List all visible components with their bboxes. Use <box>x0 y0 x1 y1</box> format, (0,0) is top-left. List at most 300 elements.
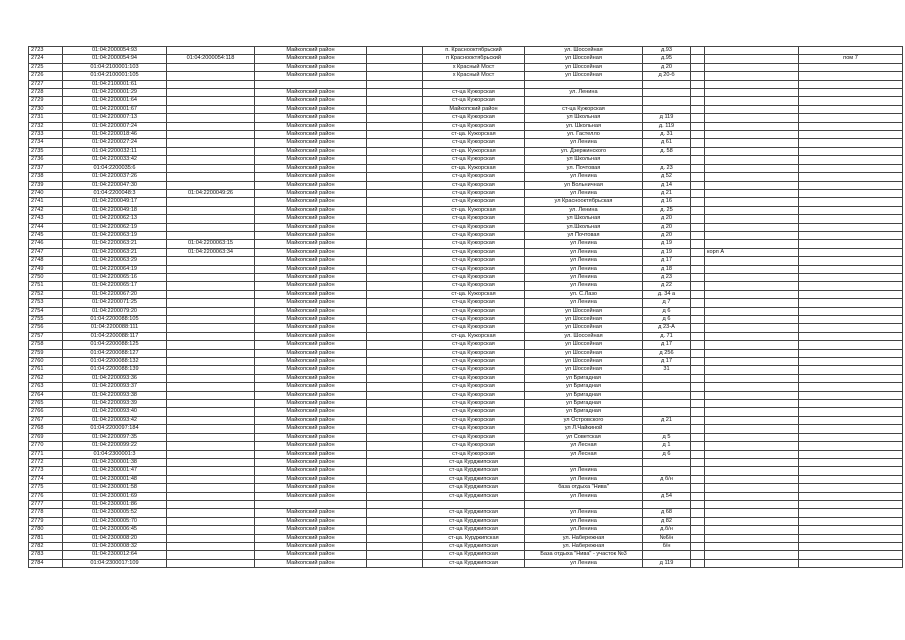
premises-cell[interactable] <box>799 341 903 349</box>
blank-cell[interactable] <box>367 198 423 206</box>
cadastral-number-cell[interactable]: 01:04:2200064:19 <box>63 265 167 273</box>
settlement-cell[interactable]: ст-ца Кужорская <box>423 156 525 164</box>
parent-cadastral-cell[interactable]: 01:04:2200049:26 <box>167 189 255 197</box>
blank-cell[interactable] <box>691 425 705 433</box>
house-cell[interactable]: д.93 <box>643 47 691 55</box>
blank-cell[interactable] <box>691 534 705 542</box>
cadastral-number-cell[interactable]: 01:04:2300012:64 <box>63 551 167 559</box>
street-cell[interactable]: ул Лесная <box>525 442 643 450</box>
house-cell[interactable] <box>643 500 691 508</box>
row-number-cell[interactable]: 2771 <box>29 450 63 458</box>
blank-cell[interactable] <box>691 526 705 534</box>
premises-cell[interactable] <box>799 442 903 450</box>
blank-cell[interactable] <box>691 374 705 382</box>
blank-cell[interactable] <box>691 122 705 130</box>
parent-cadastral-cell[interactable] <box>167 265 255 273</box>
building-cell[interactable] <box>705 173 799 181</box>
district-cell[interactable]: Майкопский район <box>255 63 367 71</box>
house-cell[interactable]: д 82 <box>643 517 691 525</box>
blank-cell[interactable] <box>367 299 423 307</box>
premises-cell[interactable] <box>799 240 903 248</box>
row-number-cell[interactable]: 2757 <box>29 332 63 340</box>
row-number-cell[interactable]: 2769 <box>29 433 63 441</box>
building-cell[interactable] <box>705 500 799 508</box>
cadastral-number-cell[interactable]: 01:04:2200097:35 <box>63 433 167 441</box>
blank-cell[interactable] <box>691 139 705 147</box>
house-cell[interactable]: д 20 <box>643 63 691 71</box>
cadastral-number-cell[interactable]: 01:04:2200049:17 <box>63 198 167 206</box>
blank-cell[interactable] <box>367 559 423 567</box>
house-cell[interactable]: д 256 <box>643 349 691 357</box>
blank-cell[interactable] <box>367 349 423 357</box>
blank-cell[interactable] <box>691 484 705 492</box>
blank-cell[interactable] <box>691 492 705 500</box>
street-cell[interactable]: ул Ленина <box>525 240 643 248</box>
house-cell[interactable]: д 22 <box>643 282 691 290</box>
district-cell[interactable]: Майкопский район <box>255 358 367 366</box>
parent-cadastral-cell[interactable] <box>167 290 255 298</box>
premises-cell[interactable] <box>799 257 903 265</box>
district-cell[interactable]: Майкопский район <box>255 173 367 181</box>
blank-cell[interactable] <box>367 324 423 332</box>
district-cell[interactable]: Майкопский район <box>255 206 367 214</box>
street-cell[interactable]: ул Ленина <box>525 282 643 290</box>
building-cell[interactable] <box>705 164 799 172</box>
blank-cell[interactable] <box>367 433 423 441</box>
street-cell[interactable]: ул Шоссейная <box>525 366 643 374</box>
cadastral-number-cell[interactable]: 01:04:2200063:29 <box>63 257 167 265</box>
building-cell[interactable] <box>705 299 799 307</box>
district-cell[interactable]: Майкопский район <box>255 299 367 307</box>
house-cell[interactable]: д. 23 <box>643 164 691 172</box>
premises-cell[interactable] <box>799 147 903 155</box>
settlement-cell[interactable]: ст-ца Кужорская <box>423 341 525 349</box>
blank-cell[interactable] <box>691 198 705 206</box>
premises-cell[interactable] <box>799 206 903 214</box>
cadastral-number-cell[interactable]: 01:04:2200093:40 <box>63 408 167 416</box>
building-cell[interactable] <box>705 509 799 517</box>
blank-cell[interactable] <box>691 408 705 416</box>
district-cell[interactable]: Майкопский район <box>255 223 367 231</box>
settlement-cell[interactable]: ст-ца. Кужорская <box>423 164 525 172</box>
building-cell[interactable] <box>705 425 799 433</box>
cadastral-number-cell[interactable]: 01:04:2200047:30 <box>63 181 167 189</box>
house-cell[interactable]: д 6 <box>643 307 691 315</box>
row-number-cell[interactable]: 2753 <box>29 299 63 307</box>
blank-cell[interactable] <box>691 500 705 508</box>
row-number-cell[interactable]: 2724 <box>29 55 63 63</box>
parent-cadastral-cell[interactable] <box>167 450 255 458</box>
settlement-cell[interactable]: ст-ца. Курджипская <box>423 534 525 542</box>
settlement-cell[interactable]: ст-ца Кужорская <box>423 97 525 105</box>
cadastral-number-cell[interactable]: 01:04:2200093:39 <box>63 400 167 408</box>
house-cell[interactable]: д 16 <box>643 198 691 206</box>
settlement-cell[interactable]: х Красный Мост <box>423 72 525 80</box>
blank-cell[interactable] <box>367 131 423 139</box>
premises-cell[interactable] <box>799 231 903 239</box>
blank-cell[interactable] <box>691 240 705 248</box>
cadastral-number-cell[interactable]: 01:04:2200037:26 <box>63 173 167 181</box>
blank-cell[interactable] <box>691 55 705 63</box>
district-cell[interactable]: Майкопский район <box>255 240 367 248</box>
blank-cell[interactable] <box>367 492 423 500</box>
blank-cell[interactable] <box>691 164 705 172</box>
house-cell[interactable]: д 19 <box>643 248 691 256</box>
blank-cell[interactable] <box>691 231 705 239</box>
row-number-cell[interactable]: 2764 <box>29 391 63 399</box>
house-cell[interactable] <box>643 89 691 97</box>
blank-cell[interactable] <box>691 458 705 466</box>
blank-cell[interactable] <box>367 500 423 508</box>
district-cell[interactable]: Майкопский район <box>255 341 367 349</box>
parent-cadastral-cell[interactable] <box>167 551 255 559</box>
row-number-cell[interactable]: 2726 <box>29 72 63 80</box>
building-cell[interactable] <box>705 147 799 155</box>
premises-cell[interactable] <box>799 450 903 458</box>
blank-cell[interactable] <box>367 290 423 298</box>
district-cell[interactable]: Майкопский район <box>255 492 367 500</box>
blank-cell[interactable] <box>691 257 705 265</box>
building-cell[interactable] <box>705 105 799 113</box>
district-cell[interactable]: Майкопский район <box>255 391 367 399</box>
row-number-cell[interactable]: 2756 <box>29 324 63 332</box>
premises-cell[interactable] <box>799 248 903 256</box>
row-number-cell[interactable]: 2780 <box>29 526 63 534</box>
building-cell[interactable] <box>705 349 799 357</box>
building-cell[interactable] <box>705 80 799 88</box>
settlement-cell[interactable]: ст-ца Кужорская <box>423 391 525 399</box>
parent-cadastral-cell[interactable] <box>167 173 255 181</box>
premises-cell[interactable] <box>799 383 903 391</box>
blank-cell[interactable] <box>691 358 705 366</box>
district-cell[interactable]: Майкопский район <box>255 383 367 391</box>
premises-cell[interactable] <box>799 63 903 71</box>
blank-cell[interactable] <box>367 47 423 55</box>
house-cell[interactable]: д 20 <box>643 231 691 239</box>
row-number-cell[interactable]: 2761 <box>29 366 63 374</box>
house-cell[interactable]: д б/н <box>643 475 691 483</box>
blank-cell[interactable] <box>367 458 423 466</box>
street-cell[interactable]: ул Ленина <box>525 517 643 525</box>
settlement-cell[interactable]: ст-ца Курджипская <box>423 492 525 500</box>
premises-cell[interactable] <box>799 156 903 164</box>
blank-cell[interactable] <box>367 114 423 122</box>
building-cell[interactable] <box>705 55 799 63</box>
parent-cadastral-cell[interactable] <box>167 156 255 164</box>
settlement-cell[interactable]: ст-ца Кужорская <box>423 416 525 424</box>
cadastral-number-cell[interactable]: 01:04:2200088:139 <box>63 366 167 374</box>
building-cell[interactable] <box>705 131 799 139</box>
street-cell[interactable]: ул Ленина <box>525 139 643 147</box>
district-cell[interactable]: Майкопский район <box>255 248 367 256</box>
building-cell[interactable] <box>705 542 799 550</box>
house-cell[interactable]: 31 <box>643 366 691 374</box>
building-cell[interactable] <box>705 366 799 374</box>
blank-cell[interactable] <box>367 341 423 349</box>
blank-cell[interactable] <box>691 542 705 550</box>
building-cell[interactable] <box>705 198 799 206</box>
building-cell[interactable] <box>705 231 799 239</box>
blank-cell[interactable] <box>367 383 423 391</box>
premises-cell[interactable] <box>799 307 903 315</box>
house-cell[interactable] <box>643 458 691 466</box>
cadastral-number-cell[interactable]: 01:04:2200071:25 <box>63 299 167 307</box>
house-cell[interactable]: д. 31 <box>643 131 691 139</box>
building-cell[interactable] <box>705 290 799 298</box>
building-cell[interactable] <box>705 458 799 466</box>
house-cell[interactable]: д 119 <box>643 114 691 122</box>
district-cell[interactable]: Майкопский район <box>255 458 367 466</box>
row-number-cell[interactable]: 2747 <box>29 248 63 256</box>
house-cell[interactable]: д. 58 <box>643 147 691 155</box>
parent-cadastral-cell[interactable] <box>167 542 255 550</box>
cadastral-number-cell[interactable]: 01:04:2200088:111 <box>63 324 167 332</box>
premises-cell[interactable]: пом 7 <box>799 55 903 63</box>
row-number-cell[interactable]: 2782 <box>29 542 63 550</box>
premises-cell[interactable] <box>799 290 903 298</box>
house-cell[interactable]: д 52 <box>643 173 691 181</box>
building-cell[interactable] <box>705 206 799 214</box>
blank-cell[interactable] <box>691 147 705 155</box>
settlement-cell[interactable]: ст-ца Кужорская <box>423 231 525 239</box>
premises-cell[interactable] <box>799 114 903 122</box>
district-cell[interactable]: Майкопский район <box>255 509 367 517</box>
house-cell[interactable]: д.б/н <box>643 526 691 534</box>
district-cell[interactable]: Майкопский район <box>255 551 367 559</box>
settlement-cell[interactable]: ст-ца Курджипская <box>423 458 525 466</box>
building-cell[interactable] <box>705 223 799 231</box>
cadastral-number-cell[interactable]: 01:04:2200027:24 <box>63 139 167 147</box>
blank-cell[interactable] <box>367 147 423 155</box>
street-cell[interactable] <box>525 97 643 105</box>
street-cell[interactable] <box>525 500 643 508</box>
settlement-cell[interactable]: ст-ца Курджипская <box>423 475 525 483</box>
premises-cell[interactable] <box>799 189 903 197</box>
parent-cadastral-cell[interactable] <box>167 400 255 408</box>
settlement-cell[interactable]: ст-ца Кужорская <box>423 189 525 197</box>
house-cell[interactable] <box>643 105 691 113</box>
building-cell[interactable] <box>705 341 799 349</box>
cadastral-number-cell[interactable]: 01:04:2200093:37 <box>63 383 167 391</box>
blank-cell[interactable] <box>691 97 705 105</box>
settlement-cell[interactable]: ст-ца Кужорская <box>423 248 525 256</box>
house-cell[interactable]: д. 71 <box>643 332 691 340</box>
house-cell[interactable]: д 19 <box>643 240 691 248</box>
building-cell[interactable] <box>705 122 799 130</box>
building-cell[interactable] <box>705 63 799 71</box>
house-cell[interactable]: д 68 <box>643 509 691 517</box>
house-cell[interactable]: д. 25 <box>643 206 691 214</box>
street-cell[interactable]: ул. Школьная <box>525 122 643 130</box>
settlement-cell[interactable]: ст-ца Кужорская <box>423 139 525 147</box>
building-cell[interactable] <box>705 484 799 492</box>
street-cell[interactable]: ул Шоссейная <box>525 358 643 366</box>
premises-cell[interactable] <box>799 131 903 139</box>
row-number-cell[interactable]: 2730 <box>29 105 63 113</box>
house-cell[interactable]: д 17 <box>643 257 691 265</box>
cadastral-number-cell[interactable]: 01:04:2200093:42 <box>63 416 167 424</box>
row-number-cell[interactable]: 2743 <box>29 215 63 223</box>
cadastral-number-cell[interactable]: 01:04:2000054:93 <box>63 47 167 55</box>
blank-cell[interactable] <box>367 526 423 534</box>
building-cell[interactable] <box>705 358 799 366</box>
settlement-cell[interactable]: ст-ца Кужорская <box>423 324 525 332</box>
district-cell[interactable]: Майкопский район <box>255 181 367 189</box>
street-cell[interactable]: ул Ленина <box>525 173 643 181</box>
premises-cell[interactable] <box>799 358 903 366</box>
building-cell[interactable] <box>705 391 799 399</box>
premises-cell[interactable] <box>799 509 903 517</box>
blank-cell[interactable] <box>367 181 423 189</box>
settlement-cell[interactable]: ст-ца Курджипская <box>423 484 525 492</box>
parent-cadastral-cell[interactable] <box>167 299 255 307</box>
street-cell[interactable]: ул Школьная <box>525 114 643 122</box>
premises-cell[interactable] <box>799 72 903 80</box>
building-cell[interactable] <box>705 257 799 265</box>
district-cell[interactable]: Майкопский район <box>255 467 367 475</box>
parent-cadastral-cell[interactable] <box>167 97 255 105</box>
district-cell[interactable]: Майкопский район <box>255 122 367 130</box>
cadastral-number-cell[interactable]: 01:04:2100001:105 <box>63 72 167 80</box>
building-cell[interactable] <box>705 273 799 281</box>
cadastral-number-cell[interactable]: 01:04:2100001:103 <box>63 63 167 71</box>
blank-cell[interactable] <box>367 231 423 239</box>
settlement-cell[interactable]: ст-ца Кужорская <box>423 257 525 265</box>
blank-cell[interactable] <box>691 223 705 231</box>
settlement-cell[interactable]: ст-ца. Кужорская <box>423 131 525 139</box>
blank-cell[interactable] <box>691 189 705 197</box>
parent-cadastral-cell[interactable] <box>167 366 255 374</box>
blank-cell[interactable] <box>691 206 705 214</box>
building-cell[interactable] <box>705 189 799 197</box>
blank-cell[interactable] <box>691 114 705 122</box>
row-number-cell[interactable]: 2783 <box>29 551 63 559</box>
district-cell[interactable]: Майкопский район <box>255 105 367 113</box>
blank-cell[interactable] <box>367 164 423 172</box>
settlement-cell[interactable]: ст-ца Кужорская <box>423 400 525 408</box>
house-cell[interactable]: д 23-А <box>643 324 691 332</box>
settlement-cell[interactable]: ст-ца Кужорская <box>423 114 525 122</box>
row-number-cell[interactable]: 2731 <box>29 114 63 122</box>
row-number-cell[interactable]: 2735 <box>29 147 63 155</box>
cadastral-number-cell[interactable]: 01:04:2300001:3 <box>63 450 167 458</box>
premises-cell[interactable] <box>799 526 903 534</box>
house-cell[interactable] <box>643 484 691 492</box>
street-cell[interactable]: ул Вольничная <box>525 181 643 189</box>
building-cell[interactable] <box>705 215 799 223</box>
row-number-cell[interactable]: 2759 <box>29 349 63 357</box>
settlement-cell[interactable]: ст-ца Кужорская <box>423 408 525 416</box>
parent-cadastral-cell[interactable] <box>167 131 255 139</box>
settlement-cell[interactable]: ст-ца Кужорская <box>423 181 525 189</box>
street-cell[interactable]: База отдыха "Нива" - участок №3 <box>525 551 643 559</box>
blank-cell[interactable] <box>367 475 423 483</box>
parent-cadastral-cell[interactable] <box>167 47 255 55</box>
settlement-cell[interactable]: п. Краснооктябрьский <box>423 47 525 55</box>
house-cell[interactable]: д 20-б <box>643 72 691 80</box>
row-number-cell[interactable]: 2774 <box>29 475 63 483</box>
blank-cell[interactable] <box>367 467 423 475</box>
district-cell[interactable]: Майкопский район <box>255 433 367 441</box>
cadastral-number-cell[interactable]: 01:04:2200001:64 <box>63 97 167 105</box>
district-cell[interactable] <box>255 80 367 88</box>
street-cell[interactable] <box>525 80 643 88</box>
parent-cadastral-cell[interactable]: 01:04:2200063:15 <box>167 240 255 248</box>
building-cell[interactable] <box>705 374 799 382</box>
blank-cell[interactable] <box>691 72 705 80</box>
settlement-cell[interactable] <box>423 80 525 88</box>
blank-cell[interactable] <box>367 215 423 223</box>
premises-cell[interactable] <box>799 198 903 206</box>
house-cell[interactable]: д 54 <box>643 492 691 500</box>
blank-cell[interactable] <box>367 358 423 366</box>
district-cell[interactable]: Майкопский район <box>255 324 367 332</box>
blank-cell[interactable] <box>367 97 423 105</box>
house-cell[interactable]: д 61 <box>643 139 691 147</box>
district-cell[interactable]: Майкопский район <box>255 55 367 63</box>
premises-cell[interactable] <box>799 273 903 281</box>
cadastral-number-cell[interactable]: 01:04:2200007:13 <box>63 114 167 122</box>
row-number-cell[interactable]: 2739 <box>29 181 63 189</box>
blank-cell[interactable] <box>691 299 705 307</box>
district-cell[interactable]: Майкопский район <box>255 307 367 315</box>
premises-cell[interactable] <box>799 416 903 424</box>
district-cell[interactable]: Майкопский район <box>255 534 367 542</box>
settlement-cell[interactable]: ст-ца Кужорская <box>423 383 525 391</box>
blank-cell[interactable] <box>367 105 423 113</box>
settlement-cell[interactable]: ст-ца. Кужорская <box>423 206 525 214</box>
settlement-cell[interactable]: ст-ца Кужорская <box>423 307 525 315</box>
street-cell[interactable]: ул. Шоссейная <box>525 47 643 55</box>
parent-cadastral-cell[interactable] <box>167 442 255 450</box>
district-cell[interactable]: Майкопский район <box>255 97 367 105</box>
premises-cell[interactable] <box>799 97 903 105</box>
parent-cadastral-cell[interactable] <box>167 63 255 71</box>
house-cell[interactable] <box>643 408 691 416</box>
district-cell[interactable]: Майкопский район <box>255 139 367 147</box>
building-cell[interactable] <box>705 534 799 542</box>
cadastral-number-cell[interactable]: 01:04:2300005:70 <box>63 517 167 525</box>
street-cell[interactable]: ул Шоссейная <box>525 55 643 63</box>
cadastral-number-cell[interactable]: 01:04:2200062:13 <box>63 215 167 223</box>
blank-cell[interactable] <box>367 72 423 80</box>
row-number-cell[interactable]: 2748 <box>29 257 63 265</box>
building-cell[interactable] <box>705 442 799 450</box>
house-cell[interactable]: д 5 <box>643 433 691 441</box>
street-cell[interactable]: ул Ленина <box>525 467 643 475</box>
cadastral-number-cell[interactable]: 01:04:2300001:86 <box>63 500 167 508</box>
street-cell[interactable]: ул Советская <box>525 433 643 441</box>
premises-cell[interactable] <box>799 500 903 508</box>
street-cell[interactable]: ул. С.Лазо <box>525 290 643 298</box>
blank-cell[interactable] <box>691 366 705 374</box>
parent-cadastral-cell[interactable] <box>167 122 255 130</box>
house-cell[interactable] <box>643 425 691 433</box>
street-cell[interactable]: ул Бригадная <box>525 408 643 416</box>
cadastral-number-cell[interactable]: 01:04:2200018:46 <box>63 131 167 139</box>
district-cell[interactable] <box>255 500 367 508</box>
blank-cell[interactable] <box>367 391 423 399</box>
parent-cadastral-cell[interactable] <box>167 526 255 534</box>
blank-cell[interactable] <box>691 173 705 181</box>
premises-cell[interactable] <box>799 542 903 550</box>
parent-cadastral-cell[interactable] <box>167 467 255 475</box>
row-number-cell[interactable]: 2781 <box>29 534 63 542</box>
settlement-cell[interactable]: ст-ца Курджипская <box>423 526 525 534</box>
row-number-cell[interactable]: 2768 <box>29 425 63 433</box>
parent-cadastral-cell[interactable] <box>167 257 255 265</box>
parent-cadastral-cell[interactable] <box>167 416 255 424</box>
